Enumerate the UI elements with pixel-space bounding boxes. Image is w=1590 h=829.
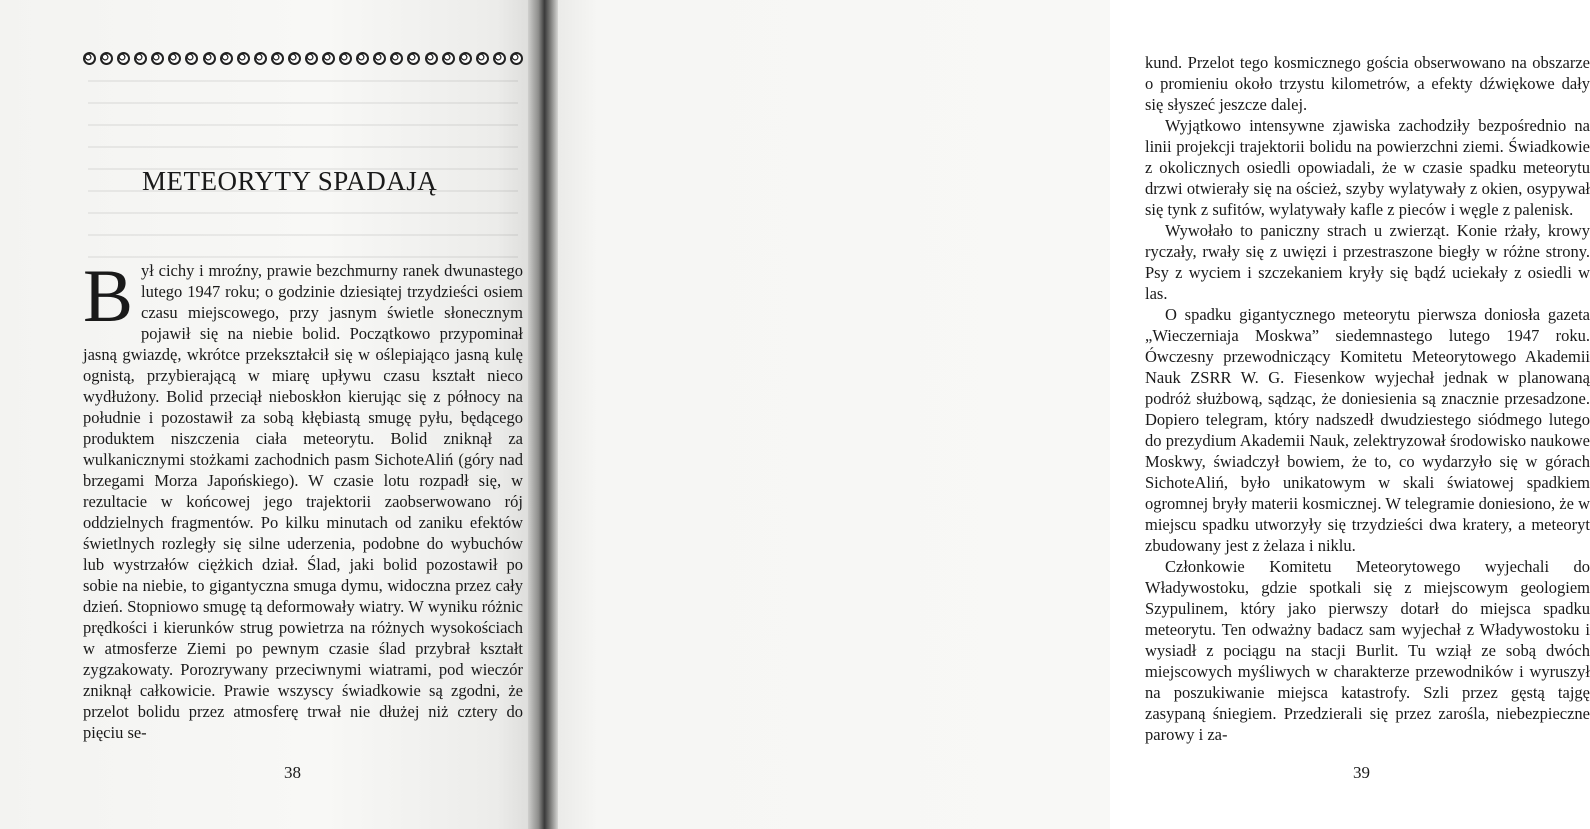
ornament-swirl-icon bbox=[305, 52, 318, 65]
ornament-swirl-icon bbox=[493, 52, 506, 65]
chapter-title: METEORYTY SPADAJĄ bbox=[142, 166, 438, 196]
ornament-swirl-icon bbox=[373, 52, 386, 65]
ornament-swirl-icon bbox=[459, 52, 472, 65]
book-gutter bbox=[528, 0, 558, 829]
paragraph: Członkowie Komitetu Meteorytowego wyjechali do Władywostoku, gdzie spotkali się z miejscowym geologiem Szypulinem, który jako pierwszy dotarł do miejsca spadku meteorytu. Ten odważny badacz sam wyjechał z Władywostoku i wysiadł z pociągu na stacji Burlit. Tu wziął ze sobą dwóch miejscowych myśliwych w charakterze przewodników i wyruszył na poszukiwanie miejsca katastrofy. Szli przez gęstą tajgę zasypaną śniegiem. Przedzierali się przez zarośla, niebezpieczne parowy i za- bbox=[1145, 557, 1590, 744]
ornament-swirl-icon bbox=[390, 52, 403, 65]
drop-cap: B bbox=[83, 255, 134, 338]
ornament-swirl-icon bbox=[425, 52, 438, 65]
ornament-swirl-icon bbox=[356, 52, 369, 65]
left-page bbox=[0, 0, 540, 829]
paragraph: Wywołało to paniczny strach u zwierząt. Konie rżały, krowy ryczały, rwały się z uwięzi i przestraszone biegły w różne strony. Psy z wyciem i szczekaniem kryły się bądź uciekały z osiedli w las. bbox=[1145, 221, 1590, 303]
ornament-border bbox=[83, 46, 523, 70]
ornament-swirl-icon bbox=[134, 52, 147, 65]
paragraph: O spadku gigantycznego meteorytu pierwsza doniosła gazeta „Wieczerniaja Moskwa” siedemnastego lutego 1947 roku. Ówczesny przewodniczący Komitetu Meteorytowego Akademii Nauk ZSRR W. G. Fiesenkow wyjechał jednak w planowaną podróż służbową, sądząc, że doniesienia są znacznie przesadzone. Dopiero telegram, który nadszedł dwudziestego siódmego lutego do prezydium Akademii Nauk, zelektryzował środowisko naukowe Moskwy, świadczył bowiem, że to, co wydarzyło się w górach SichoteAliń, było unikatowym w skali światowej spadkiem ogromnej bryły materii kosmicznej. W telegramie doniesiono, że w miejscu spadku utworzyły się trzydzieści dwa kratery, a meteoryt zbudowany jest z żelaza i niklu. bbox=[1145, 305, 1590, 555]
paragraph: kund. Przelot tego kosmicznego gościa obserwowano na obszarze o promieniu około trzystu kilometrów, a efekty dźwiękowe dały się słyszeć jeszcze dalej. bbox=[1145, 53, 1590, 114]
ornament-swirl-icon bbox=[254, 52, 267, 65]
ornament-swirl-icon bbox=[237, 52, 250, 65]
right-page bbox=[553, 0, 1590, 829]
ornament-swirl-icon bbox=[288, 52, 301, 65]
ornament-swirl-icon bbox=[339, 52, 352, 65]
ornament-swirl-icon bbox=[83, 52, 96, 65]
ornament-swirl-icon bbox=[442, 52, 455, 65]
ornament-swirl-icon bbox=[476, 52, 489, 65]
page-number-left: 38 bbox=[284, 763, 301, 782]
first-paragraph: ył cichy i mroźny, prawie bezchmurny ranek dwunastego lutego 1947 roku; o godzinie dziesiątej trzydzieści osiem czasu miejscowego, przy jasnym świetle słonecznym pojawił się na niebie bolid. Początkowo przypominał jasną gwiazdę, wkrótce przekształcił się w oślepiająco jasną kulę ognistą, przybierającą w miarę upływu czasu kształt nieco wydłużony. Bolid przeciął nieboskłon kierując się z północy na południe i pozostawił za sobą kłębiastą smugę pyłu, będącego produktem niszczenia ciała meteorytu. Bolid zniknął za wulkanicznymi stożkami zachodnich pasm SichoteAliń (góry nad brzegami Morza Japońskiego). W czasie lotu rozpadł się, w rezultacie w końcowej jego trajektorii zaobserwowano rój oddzielnych fragmentów. Po kilku minutach od zaniku efektów świetlnych rozległy się silne uderzenia, podobne do wybuchów lub wystrzałów ciężkich dział. Ślad, jaki bolid pozostawił po sobie na niebie, to gigantyczna smuga dymu, widoczna przez cały dzień. Stopniowo smugę tą deformowały wiatry. W wyniku różnic prędkości i kierunków strug powietrza na różnych wysokościach w atmosferze Ziemi po pewnym czasie ślad przybrał kształt zygzakowaty. Porozrywany przeciwnymi wiatrami, pod wieczór zniknął całkowicie. Prawie wszyscy świadkowie są zgodni, że przelot bolidu przez atmosferę trwał nie dłużej niż cztery do pięciu se- bbox=[83, 261, 523, 742]
ornament-swirl-icon bbox=[322, 52, 335, 65]
ornament-swirl-icon bbox=[203, 52, 216, 65]
ornament-swirl-icon bbox=[185, 52, 198, 65]
ornament-swirl-icon bbox=[168, 52, 181, 65]
ornament-swirl-icon bbox=[407, 52, 420, 65]
ornament-swirl-icon bbox=[100, 52, 113, 65]
right-body-text bbox=[1145, 52, 1590, 745]
page-number-right: 39 bbox=[1353, 763, 1370, 782]
ornament-swirl-icon bbox=[117, 52, 130, 65]
ornament-swirl-icon bbox=[220, 52, 233, 65]
ornament-swirl-icon bbox=[271, 52, 284, 65]
ornament-swirl-icon bbox=[510, 52, 523, 65]
left-body-text bbox=[83, 255, 523, 743]
paragraph: Wyjątkowo intensywne zjawiska zachodziły bezpośrednio na linii projekcji trajektorii bolidu na powierzchni ziemi. Świadkowie z okolicznych osiedli opowiadali, że w czasie spadku meteorytu drzwi otwierały się na oścież, szyby wylatywały z okien, osypywał się tynk z sufitów, wylatywały kafle z pieców i węgle z palenisk. bbox=[1145, 116, 1590, 219]
ornament-swirl-icon bbox=[151, 52, 164, 65]
